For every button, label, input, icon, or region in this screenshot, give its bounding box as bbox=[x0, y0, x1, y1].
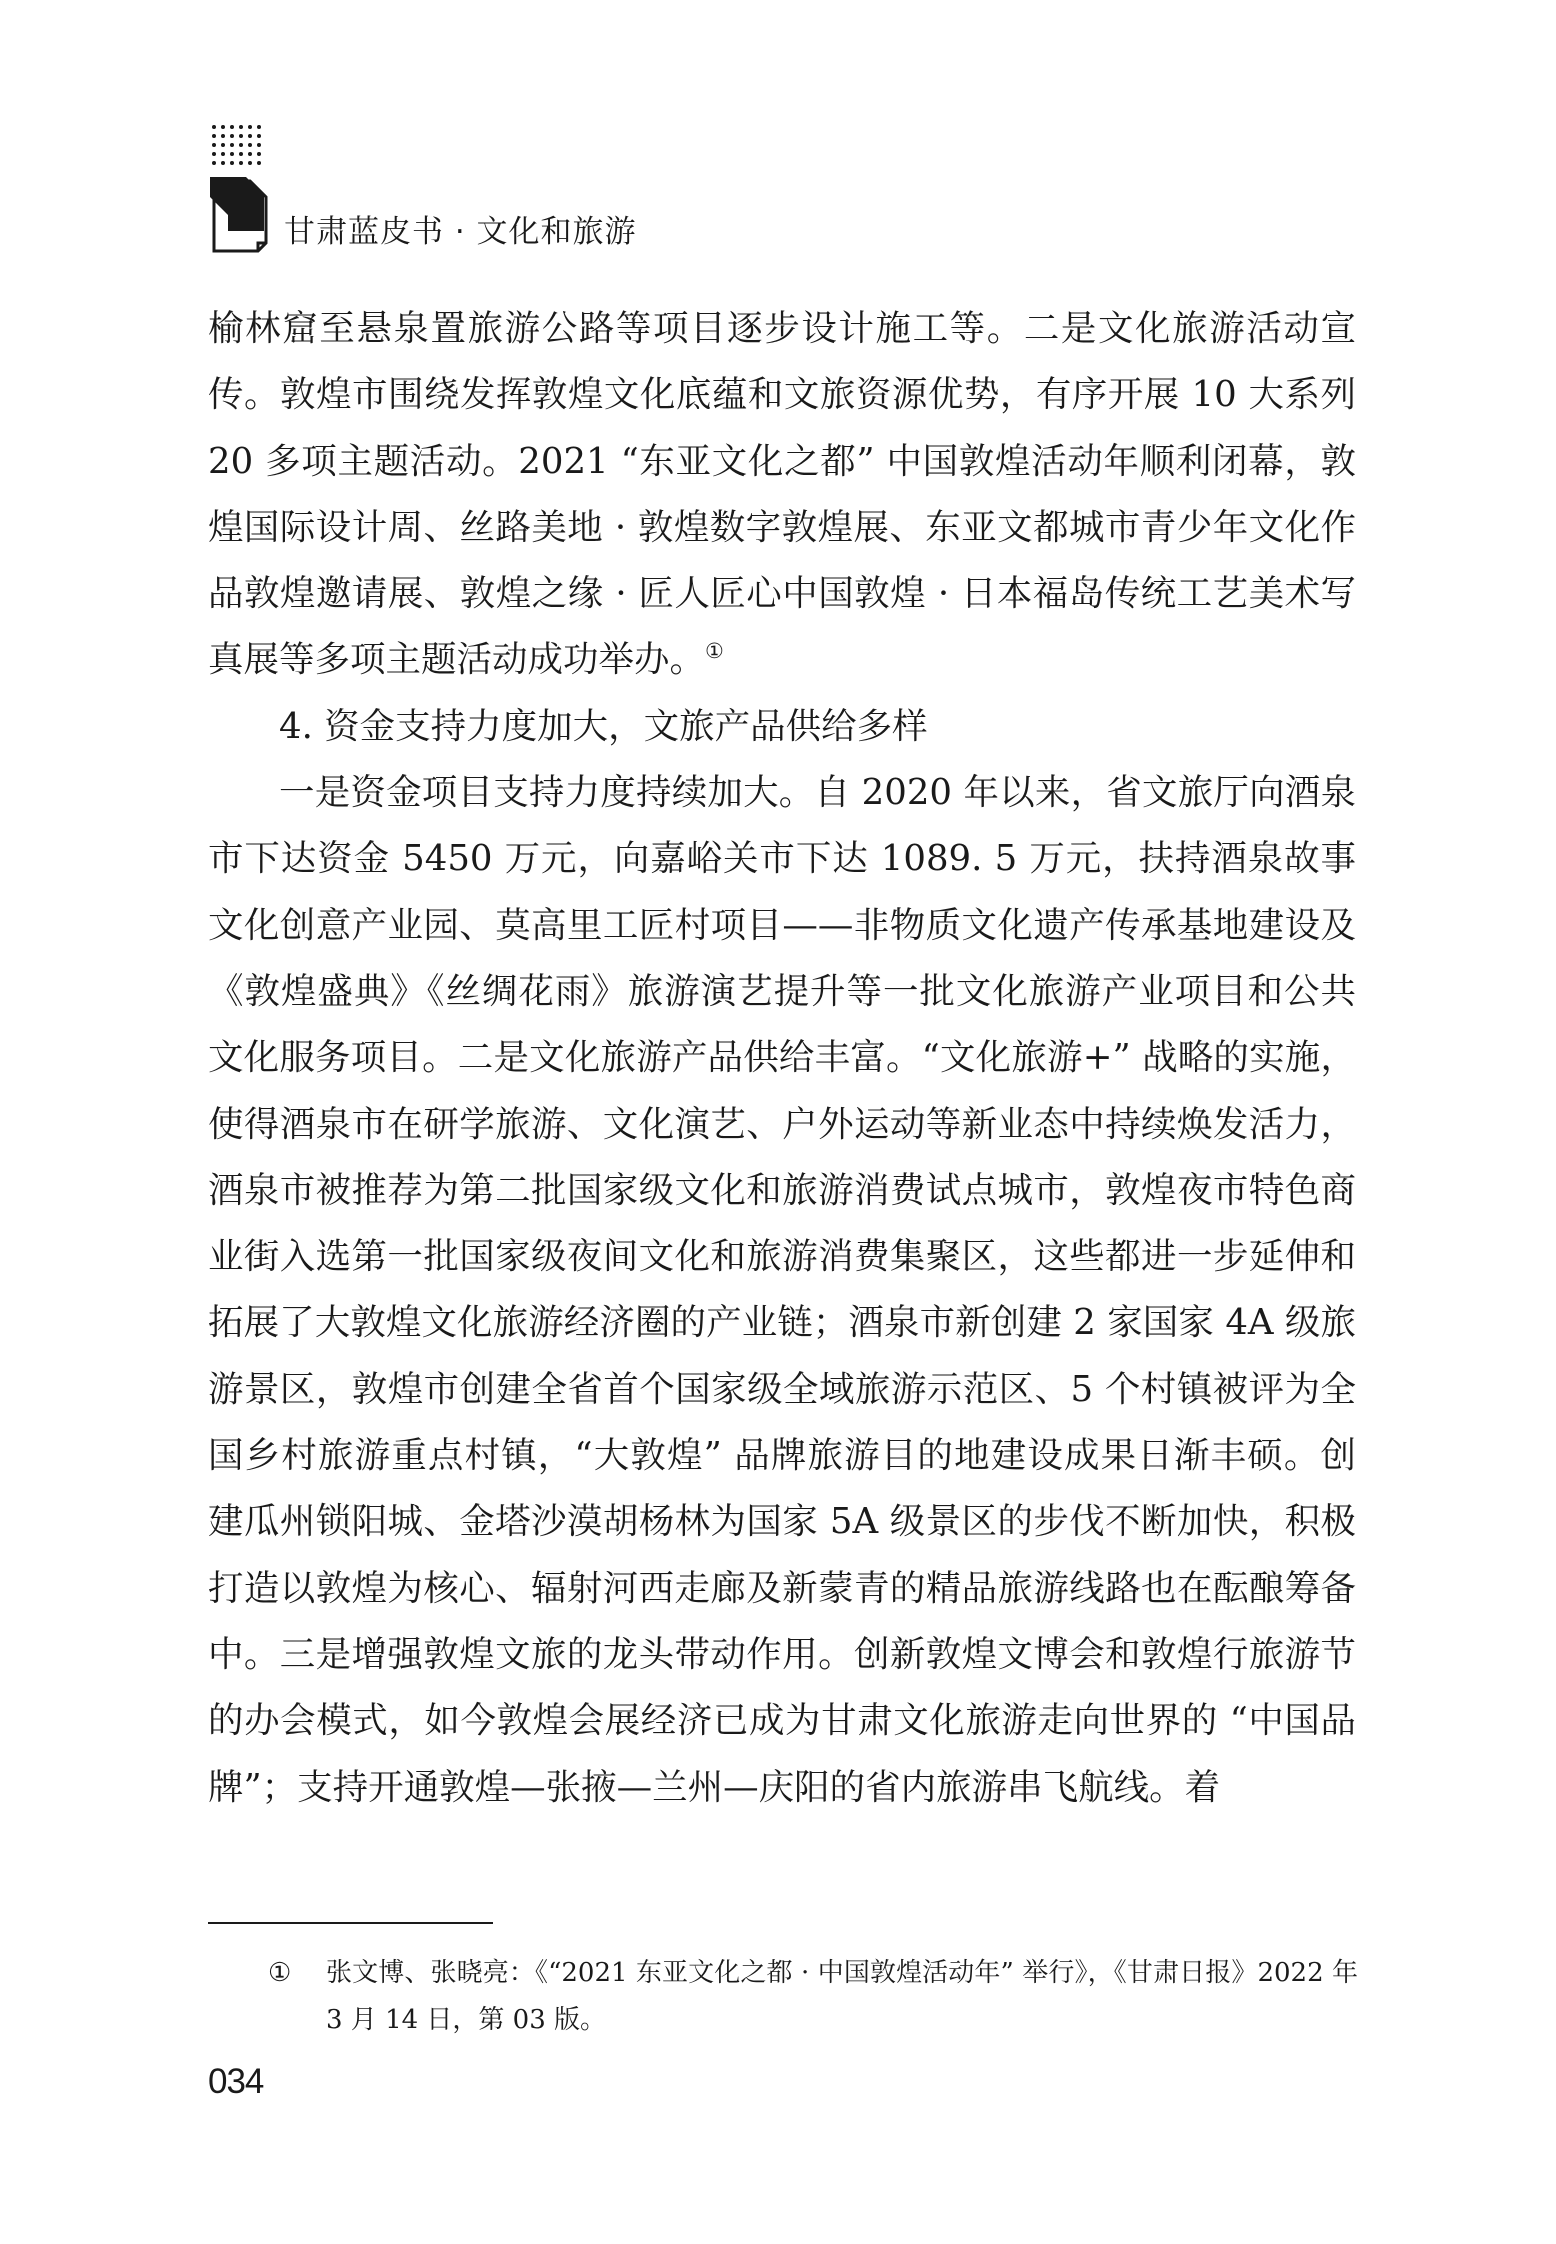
grid-dot bbox=[212, 143, 216, 147]
grid-dot bbox=[248, 143, 252, 147]
grid-dot bbox=[239, 134, 243, 138]
grid-dot bbox=[221, 143, 225, 147]
grid-dot bbox=[257, 143, 261, 147]
grid-dot bbox=[239, 143, 243, 147]
grid-dot bbox=[239, 125, 243, 129]
grid-dot bbox=[221, 125, 225, 129]
grid-dot bbox=[221, 134, 225, 138]
main-text bbox=[208, 296, 1356, 1821]
grid-dot bbox=[257, 161, 261, 165]
grid-dot bbox=[248, 161, 252, 165]
grid-dot bbox=[212, 125, 216, 129]
header-title: 甘肃蓝皮书 · 文化和旅游 bbox=[284, 214, 637, 250]
grid-dot bbox=[248, 134, 252, 138]
grid-dot bbox=[230, 125, 234, 129]
grid-dot bbox=[230, 134, 234, 138]
grid-dot bbox=[221, 152, 225, 156]
footnote-marker: ① bbox=[268, 1958, 292, 1988]
grid-dot bbox=[212, 134, 216, 138]
paragraph: 一是资金项目支持力度持续加大。自 2020 年以来，省文旅厅向酒泉市下达资金 5450 万元，向嘉峪关市下达 1089. 5 万元，扶持酒泉故事文化创意产业园、莫高里工匠村项目——非物质文化遗产传承基地建设及《敦煌盛典》《丝绸花雨》旅游演艺提升等一批文化旅游产业项目和公共文化服务项目。二是文化旅游产品供给丰富。“文化旅游+” 战略的实施，使得酒泉市在研学旅游、文化演艺、户外运动等新业态中持续焕发活力，酒泉市被推荐为第二批国家级文化和旅游消费试点城市，敦煌夜市特色商业街入选第一批国家级夜间文化和旅游消费集聚区，这些都进一步延伸和拓展了大敦煌文化旅游经济圈的产业链；酒泉市新创建 2 家国家 4A 级旅游景区，敦煌市创建全省首个国家级全域旅游示范区、5 个村镇被评为全国乡村旅游重点村镇，“大敦煌” 品牌旅游目的地建设成果日渐丰硕。创建瓜州锁阳城、金塔沙漠胡杨林为国家 5A 级景区的步伐不断加快，积极打造以敦煌为核心、辐射河西走廊及新蒙青的精品旅游线路也在酝酿筹备中。三是增强敦煌文旅的龙头带动作用。创新敦煌文博会和敦煌行旅游节的办会模式，如今敦煌会展经济已成为甘肃文化旅游走向世界的 “中国品牌”；支持开通敦煌—张掖—兰州—庆阳的省内旅游串飞航线。着 bbox=[208, 772, 1356, 1808]
page-number: 034 bbox=[208, 2062, 264, 2101]
footnote bbox=[268, 1950, 1358, 2044]
grid-dot bbox=[257, 152, 261, 156]
grid-dot bbox=[212, 161, 216, 165]
grid-dot bbox=[221, 161, 225, 165]
grid-dot bbox=[212, 152, 216, 156]
section-heading: 4. 资金支持力度加大，文旅产品供给多样 bbox=[279, 705, 928, 747]
grid-dot bbox=[230, 143, 234, 147]
grid-dot bbox=[230, 152, 234, 156]
paragraph: 榆林窟至悬泉置旅游公路等项目逐步设计施工等。二是文化旅游活动宣传。敦煌市围绕发挥敦煌文化底蕴和文旅资源优势，有序开展 10 大系列 20 多项主题活动。2021 “东亚文化之都” 中国敦煌活动年顺利闭幕，敦煌国际设计周、丝路美地 · 敦煌数字敦煌展、东亚文都城市青少年文化作品敦煌邀请展、敦煌之缘 · 匠人匠心中国敦煌 · 日本福岛传统工艺美术写真展等多项主题活动成功举办。① bbox=[208, 308, 1356, 681]
grid-dot bbox=[230, 161, 234, 165]
grid-dot bbox=[257, 125, 261, 129]
grid-dot bbox=[248, 125, 252, 129]
running-header bbox=[208, 125, 908, 265]
footnote-divider bbox=[208, 1922, 493, 1924]
grid-dot bbox=[257, 134, 261, 138]
grid-dot bbox=[239, 161, 243, 165]
footnote-text: 张文博、张晓亮：《“2021 东亚文化之都 · 中国敦煌活动年” 举行》，《甘肃日报》2022 年 3 月 14 日，第 03 版。 bbox=[326, 1958, 1358, 2035]
grid-dot bbox=[239, 152, 243, 156]
book-icon bbox=[208, 175, 270, 257]
footnote-reference[interactable]: ① bbox=[705, 639, 724, 664]
grid-dot bbox=[248, 152, 252, 156]
